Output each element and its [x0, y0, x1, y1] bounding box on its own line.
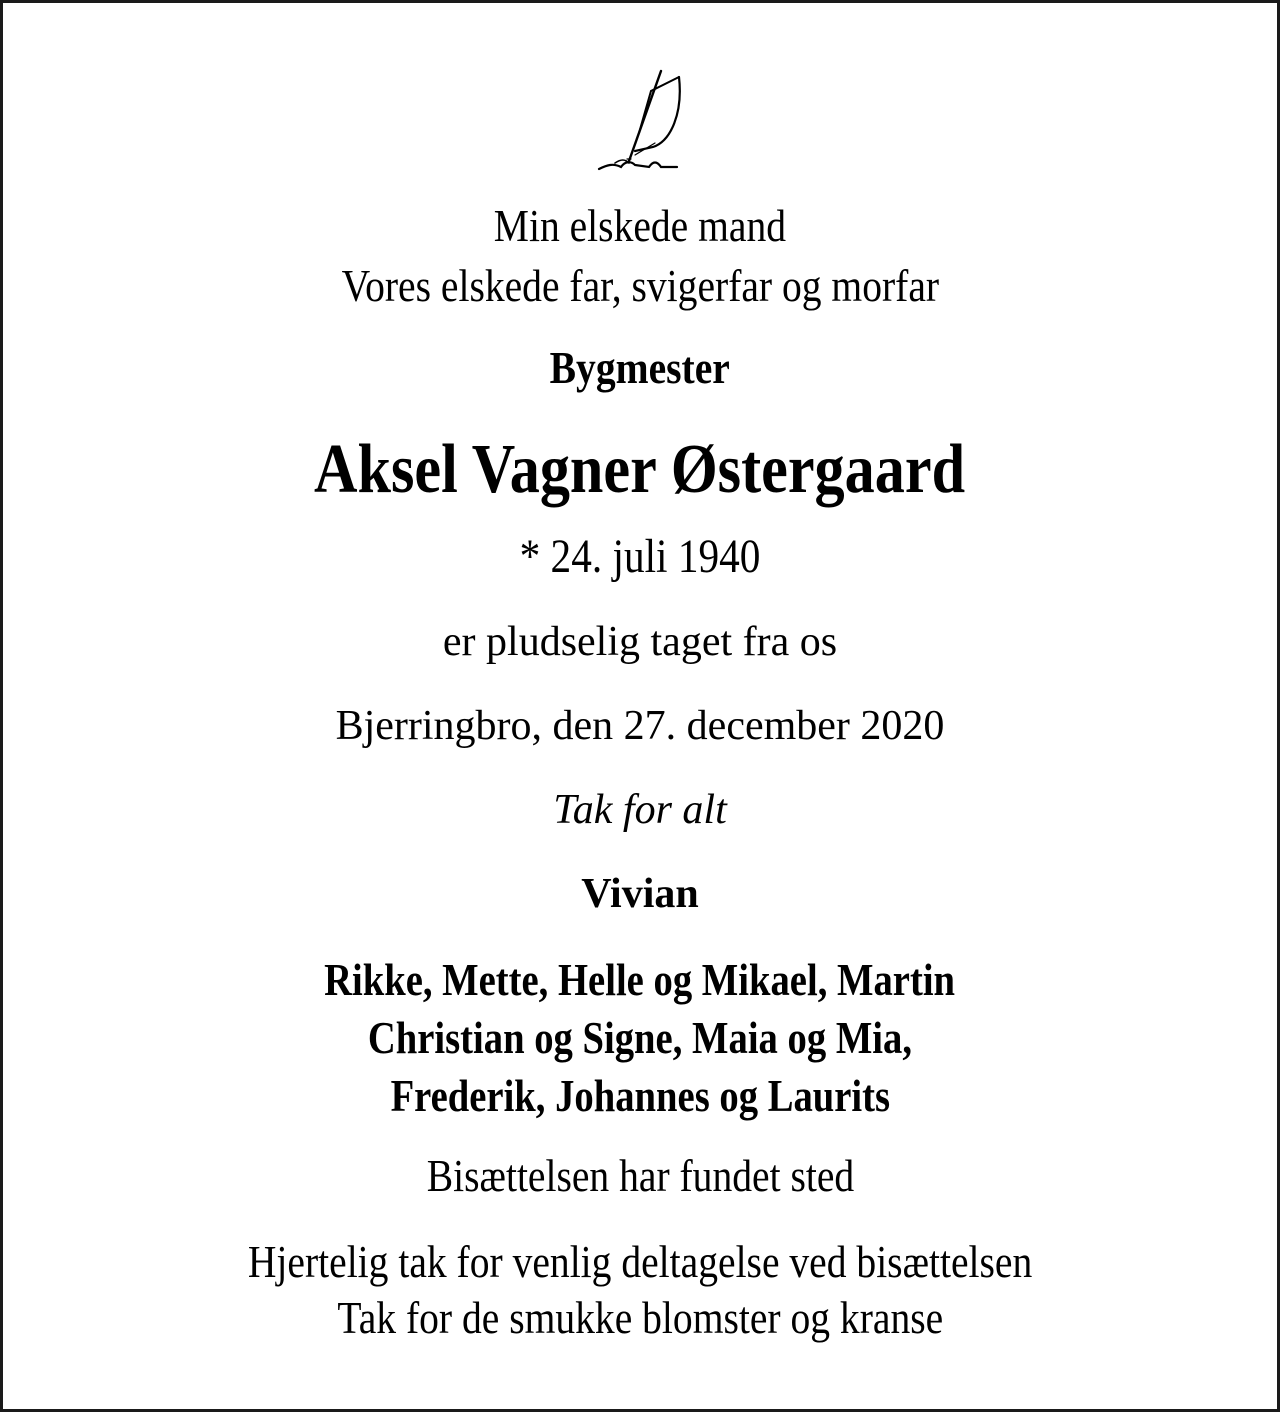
funeral-note: Bisættelsen har fundet sted — [426, 1150, 854, 1201]
farewell-text: Tak for alt — [553, 787, 727, 833]
birth-date: * 24. juli 1940 — [519, 530, 761, 583]
deceased-name: Aksel Vagner Østergaard — [314, 431, 966, 508]
intro-line: Vores elskede far, svigerfar og morfar — [341, 260, 939, 311]
thanks-line: Tak for de smukke blomster og kranse — [337, 1292, 943, 1343]
passed-text: er pludselig taget fra os — [442, 619, 838, 665]
family-line: Christian og Signe, Maia og Mia, — [367, 1012, 913, 1063]
place-date: Bjerringbro, den 27. december 2020 — [335, 703, 945, 749]
family-line: Rikke, Mette, Helle og Mikael, Martin — [324, 954, 956, 1005]
thanks-line: Hjertelig tak for venlig deltagelse ved bisættelsen — [247, 1236, 1033, 1287]
profession-title: Bygmester — [549, 342, 731, 393]
intro-line: Min elskede mand — [493, 200, 787, 251]
sailboat-icon — [591, 63, 695, 173]
family-line: Frederik, Johannes og Laurits — [390, 1070, 890, 1121]
spouse-name: Vivian — [581, 871, 699, 917]
